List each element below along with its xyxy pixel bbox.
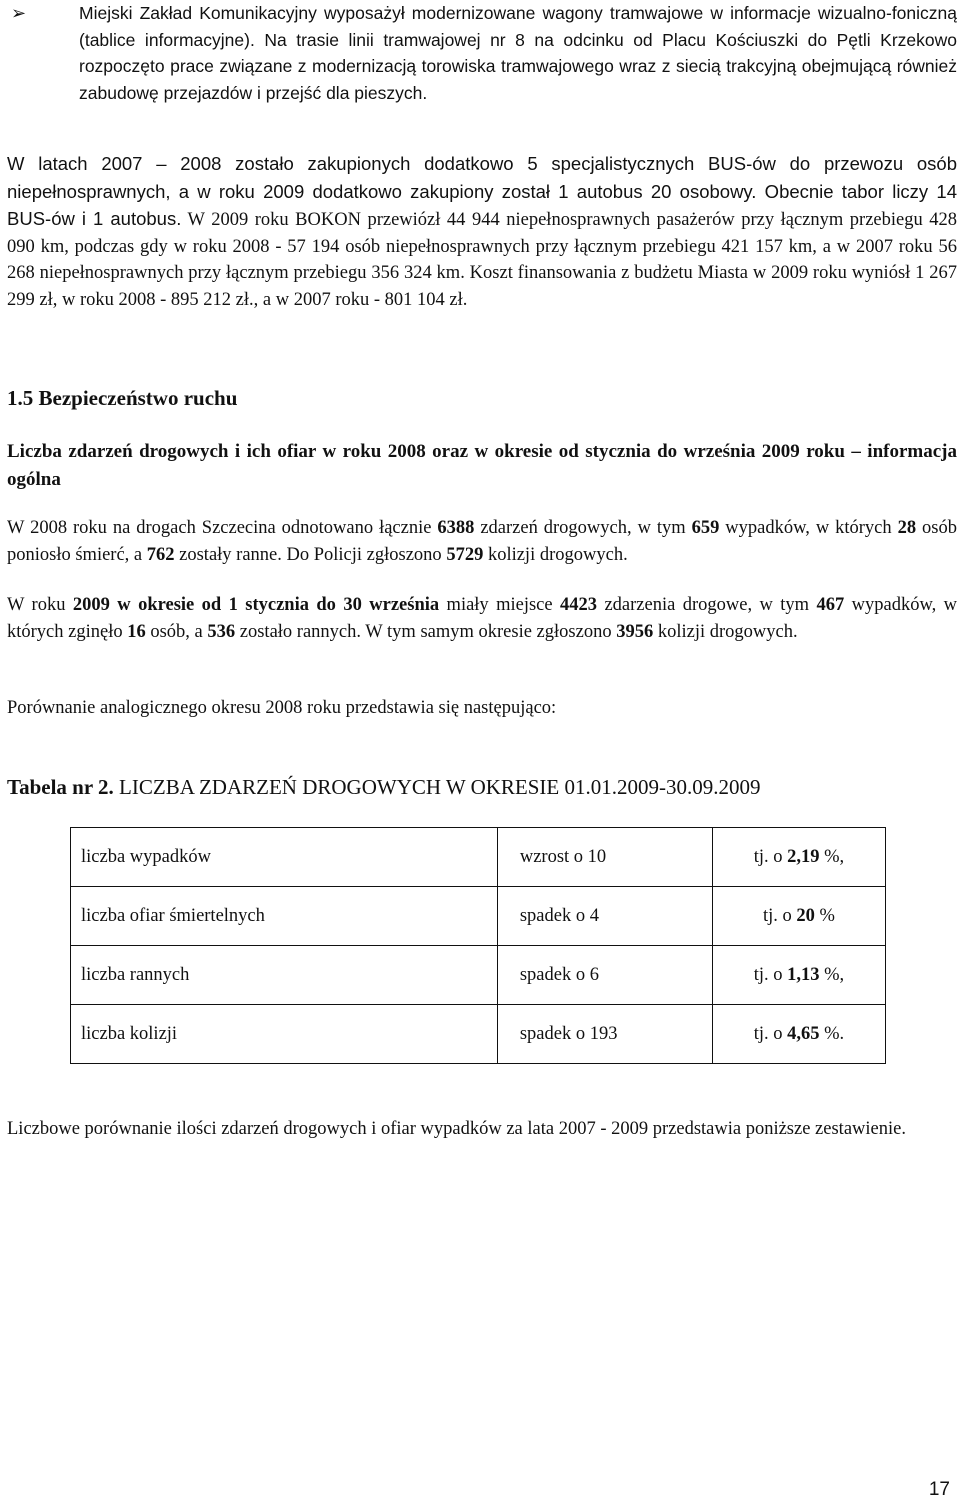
pct-prefix: tj. o	[753, 1023, 788, 1044]
text-span: zdarzenia drogowe, w tym	[597, 595, 817, 615]
paragraph-2008	[7, 515, 957, 568]
text-span: zostały ranne. Do Policji zgłoszono	[174, 544, 447, 565]
bullet-item	[7, 0, 957, 106]
text-span: osób poniosło śmierć, a	[7, 518, 957, 565]
table-row	[71, 1005, 886, 1064]
accident-stats-table	[70, 827, 886, 1064]
text-span: miały miejsce	[439, 595, 561, 615]
pct-prefix: tj. o	[753, 964, 788, 985]
bold-phrase: 2009 w okresie od 1 stycznia do 30 września	[72, 595, 440, 615]
row-label: liczba wypadków	[71, 828, 498, 887]
table-row	[71, 946, 886, 1005]
row-percent	[712, 1005, 885, 1064]
page-number: 17	[928, 1479, 950, 1500]
bokon-text: W 2009 roku BOKON przewiózł 44 944 niepełnosprawnych pasażerów przy łącznym przebiegu 428 090 km, podczas gdy w roku 2008 - 57 194 osób niepełnosprawnych przy łącznym przebiegu 421 157 km, a w 2007 roku 56 268 niepełnosprawnych przy łącznym przebiegu 356 324 km. Koszt finansowania z budżetu Miasta w 2009 roku wyniósł 1 267 299 zł, w roku 2008 - 895 212 zł., a w 2007 roku - 801 104 zł.	[7, 210, 957, 310]
row-percent	[712, 946, 885, 1005]
pct-suffix: %,	[819, 964, 845, 985]
paragraph-bus-fleet	[7, 151, 957, 313]
text-span: W 2008 roku na drogach Szczecina odnotowano łącznie	[7, 518, 438, 538]
row-label: liczba rannych	[71, 946, 498, 1005]
bold-number: 16	[127, 621, 146, 642]
paragraph-2009	[7, 592, 957, 645]
section-heading: 1.5 Bezpieczeństwo ruchu	[7, 386, 238, 410]
row-change: spadek o 6	[497, 946, 712, 1005]
row-percent	[712, 828, 885, 887]
bold-number: 5729	[446, 544, 484, 565]
bold-number: 6388	[437, 518, 475, 538]
bold-number: 3956	[616, 621, 654, 642]
paragraph-summary-intro: Liczbowe porównanie ilości zdarzeń drogowych i ofiar wypadków za lata 2007 - 2009 przedstawia poniższe zestawienie.	[7, 1119, 906, 1139]
paragraph-comparison-intro: Porównanie analogicznego okresu 2008 roku przedstawia się następująco:	[7, 698, 557, 718]
row-label: liczba kolizji	[71, 1005, 498, 1064]
text-span: osób, a	[145, 621, 208, 642]
table-title	[7, 773, 761, 801]
text-span: wypadków, w których	[719, 518, 898, 538]
row-percent	[712, 887, 885, 946]
table-number: Tabela nr 2.	[7, 775, 114, 799]
table-row	[71, 828, 886, 887]
row-change: spadek o 4	[497, 887, 712, 946]
table-caption: LICZBA ZDARZEŃ DROGOWYCH W OKRESIE 01.01.2009-30.09.2009	[113, 775, 761, 799]
text-span: zdarzeń drogowych, w tym	[474, 518, 692, 538]
text-span: kolizji drogowych.	[483, 544, 628, 565]
pct-value: 20	[796, 905, 815, 926]
pct-prefix: tj. o	[753, 846, 788, 867]
arrow-bullet-icon: ➢	[11, 3, 27, 23]
text-span: zostało rannych. W tym samym okresie zgłoszono	[235, 621, 617, 642]
bold-number: 762	[146, 544, 175, 565]
bold-number: 659	[691, 518, 720, 538]
pct-suffix: %,	[819, 846, 845, 867]
text-span: wypadków, w których zginęło	[7, 595, 958, 642]
bold-number: 28	[897, 518, 917, 538]
bus-fleet-text: W latach 2007 – 2008 zostało zakupionych dodatkowo 5 specjalistycznych BUS-ów do przewozu osób niepełnosprawnych, a w roku 2009 dodatkowo zakupiony został 1 autobus 20 osobowy. Obecnie tabor liczy 14 BUS-ów i 1 autobus.	[7, 153, 957, 229]
bold-number: 536	[207, 621, 236, 642]
pct-suffix: %	[814, 905, 835, 926]
text-span: kolizji drogowych.	[653, 621, 798, 642]
row-change: wzrost o 10	[497, 828, 712, 887]
pct-prefix: tj. o	[762, 905, 797, 926]
pct-value: 4,65	[787, 1023, 820, 1044]
bullet-text: Miejski Zakład Komunikacyjny wyposażył modernizowane wagony tramwajowe w informacje wizualno-foniczną (tablice informacyjne). Na trasie linii tramwajowej nr 8 na odcinku od Placu Kościuszki do Pętli Krzekowo rozpoczęto prace związane z modernizacją torowiska tramwajowego wraz z siecią trakcyjną obejmującą również zabudowę przejazdów i przejść dla pieszych.	[79, 3, 957, 103]
table-row	[71, 887, 886, 946]
pct-value: 1,13	[787, 964, 820, 985]
bold-number: 467	[816, 595, 845, 615]
text-span: W roku	[7, 595, 73, 615]
subheading: Liczba zdarzeń drogowych i ich ofiar w roku 2008 oraz w okresie od stycznia do września 2009 roku – informacja ogólna	[7, 441, 957, 490]
row-change: spadek o 193	[497, 1005, 712, 1064]
bold-number: 4423	[560, 595, 598, 615]
pct-suffix: %.	[819, 1023, 845, 1044]
pct-value: 2,19	[787, 846, 820, 867]
row-label: liczba ofiar śmiertelnych	[71, 887, 498, 946]
